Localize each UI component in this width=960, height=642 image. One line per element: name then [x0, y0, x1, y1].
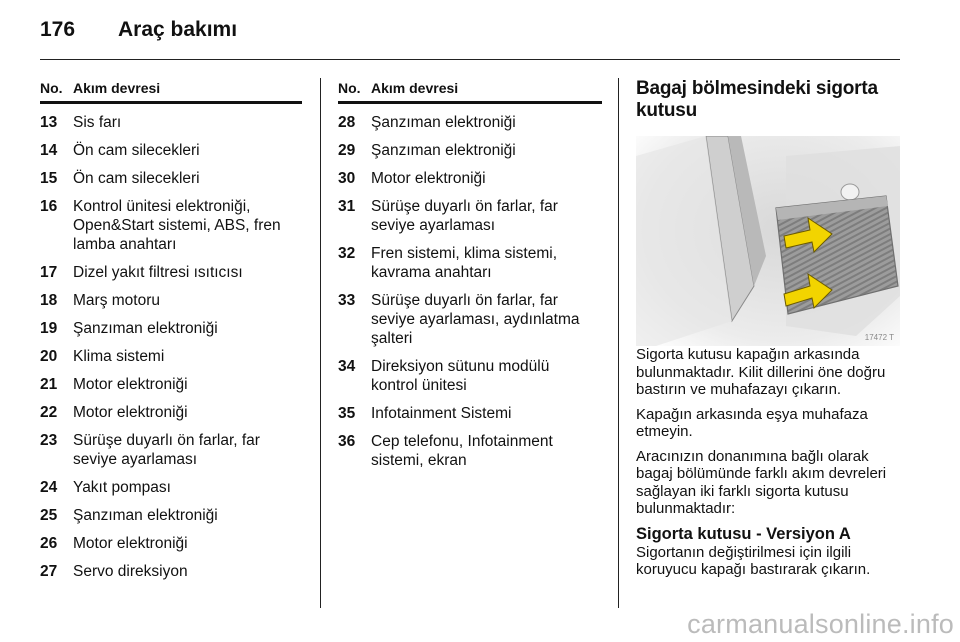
table-header-rule: [338, 101, 602, 104]
circuit-description: Servo direksiyon: [73, 563, 188, 580]
table-row: [40, 141, 302, 160]
fuse-number: 18: [40, 292, 58, 309]
table-row: [40, 197, 302, 254]
table-row: [338, 113, 602, 132]
column-header-no: No.: [338, 80, 361, 96]
circuit-description: Ön cam silecekleri: [73, 170, 200, 187]
table-row: [40, 113, 302, 132]
table-row: [40, 263, 302, 282]
table-row: [40, 169, 302, 188]
table-row: [40, 375, 302, 394]
right-column: [636, 78, 902, 586]
fuse-number: 29: [338, 142, 356, 159]
circuit-description: Motor elektroniği: [73, 535, 188, 552]
table-body: [338, 113, 602, 470]
paragraph: Sigortanın değiştirilmesi için ilgili koruyucu kapağı bastırarak çıkarın.: [636, 543, 871, 578]
circuit-description: Motor elektroniği: [73, 376, 188, 393]
fuse-number: 31: [338, 198, 356, 215]
fuse-number: 26: [40, 535, 58, 552]
column-header-no: No.: [40, 80, 63, 96]
fuse-table-right: [338, 80, 602, 479]
circuit-description: Klima sistemi: [73, 348, 165, 365]
fuse-number: 30: [338, 170, 356, 187]
table-row: [40, 291, 302, 310]
column-header-circuit: Akım devresi: [73, 80, 161, 96]
column-divider: [320, 78, 321, 608]
table-row: [40, 534, 302, 553]
section-title: Bagaj bölmesindeki sigorta kutusu: [636, 78, 878, 121]
page-title: Araç bakımı: [118, 18, 238, 41]
table-row: [40, 562, 302, 581]
watermark: carmanualsonline.info: [687, 609, 954, 639]
circuit-description: Şanzıman elektroniği: [73, 507, 218, 524]
table-header: [40, 80, 302, 99]
paragraph: Kapağın arkasında eşya muhafaza etmeyin.: [636, 405, 868, 440]
paragraph: Sigorta kutusu kapağın arkasında bulunmaktadır. Kilit dillerini öne doğru bastırın ve muhafazayı çıkarın.: [636, 346, 886, 398]
fuse-number: 19: [40, 320, 58, 337]
table-body: [40, 113, 302, 581]
table-row: [338, 169, 602, 188]
paragraph: Aracınızın donanımına bağlı olarak bagaj bölümünde farklı akım devreleri sağlayan iki farklı sigorta kutusu bulunmaktadır:: [636, 447, 887, 517]
circuit-description: Sürüşe duyarlı ön farlar, far seviye ayarlaması, aydınlatma şalteri: [371, 292, 580, 347]
circuit-description: Sürüşe duyarlı ön farlar, far seviye ayarlaması: [371, 198, 558, 234]
fuse-number: 16: [40, 198, 58, 215]
table-row: [338, 357, 602, 395]
circuit-description: Şanzıman elektroniği: [371, 142, 516, 159]
fuse-number: 21: [40, 376, 58, 393]
circuit-description: Cep telefonu, Infotainment sistemi, ekran: [371, 433, 553, 469]
figure-code: 17472 T: [864, 333, 894, 342]
fuse-number: 32: [338, 245, 356, 262]
table-row: [40, 319, 302, 338]
page-number: 176: [40, 18, 76, 41]
table-row: [40, 403, 302, 422]
circuit-description: Şanzıman elektroniği: [371, 114, 516, 131]
fuse-number: 27: [40, 563, 58, 580]
table-row: [40, 506, 302, 525]
circuit-description: Direksiyon sütunu modülü kontrol ünitesi: [371, 358, 550, 394]
table-row: [338, 432, 602, 470]
circuit-description: Sürüşe duyarlı ön farlar, far seviye ayarlaması: [73, 432, 260, 468]
circuit-description: Ön cam silecekleri: [73, 142, 200, 159]
table-row: [338, 404, 602, 423]
fuse-number: 28: [338, 114, 356, 131]
circuit-description: Şanzıman elektroniği: [73, 320, 218, 337]
fuse-number: 36: [338, 433, 356, 450]
fuse-number: 14: [40, 142, 58, 159]
trunk-fuse-box-image: [636, 136, 900, 346]
table-row: [40, 431, 302, 469]
fuse-box-illustration: [636, 136, 900, 346]
fuse-number: 17: [40, 264, 58, 281]
table-header-rule: [40, 101, 302, 104]
page-header: [40, 18, 237, 42]
column-header-circuit: Akım devresi: [371, 80, 459, 96]
circuit-description: Infotainment Sistemi: [371, 405, 512, 422]
table-row: [338, 141, 602, 160]
fuse-number: 25: [40, 507, 58, 524]
table-row: [40, 347, 302, 366]
table-row: [338, 291, 602, 348]
table-header: [338, 80, 602, 99]
version-a-subtitle: Sigorta kutusu - Versiyon A: [636, 524, 851, 543]
header-rule: [40, 59, 900, 60]
table-row: [338, 244, 602, 282]
circuit-description: Kontrol ünitesi elektroniği, Open&Start sistemi, ABS, fren lamba anahtarı: [73, 198, 281, 253]
circuit-description: Dizel yakıt filtresi ısıtıcısı: [73, 264, 243, 281]
column-divider: [618, 78, 619, 608]
table-row: [338, 197, 602, 235]
fuse-number: 34: [338, 358, 356, 375]
fuse-number: 24: [40, 479, 58, 496]
fuse-number: 22: [40, 404, 58, 421]
fuse-number: 33: [338, 292, 356, 309]
circuit-description: Motor elektroniği: [73, 404, 188, 421]
fuse-table-left: [40, 80, 302, 590]
table-row: [40, 478, 302, 497]
fuse-number: 23: [40, 432, 58, 449]
circuit-description: Yakıt pompası: [73, 479, 171, 496]
circuit-description: Motor elektroniği: [371, 170, 486, 187]
circuit-description: Fren sistemi, klima sistemi, kavrama anahtarı: [371, 245, 558, 281]
circuit-description: Sis farı: [73, 114, 122, 131]
fuse-number: 15: [40, 170, 58, 187]
circuit-description: Marş motoru: [73, 292, 160, 309]
fuse-number: 20: [40, 348, 58, 365]
fuse-number: 35: [338, 405, 356, 422]
fuse-number: 13: [40, 114, 58, 131]
